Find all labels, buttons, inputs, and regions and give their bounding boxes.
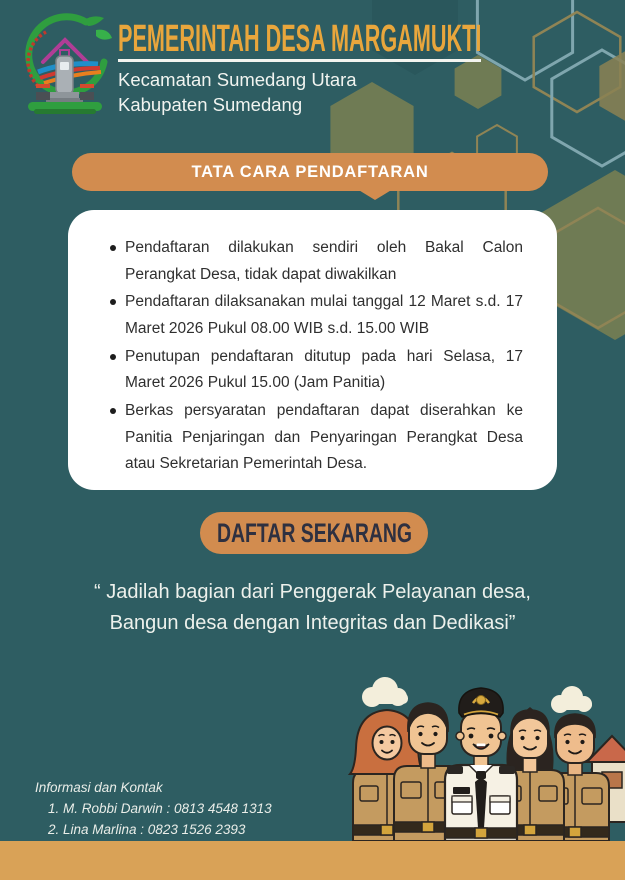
page-title-text: PEMERINTAH DESA MARGAMUKTI [118, 18, 482, 60]
header-subtitle [118, 68, 625, 118]
village-officials-illustration-icon [340, 670, 625, 841]
registration-rule-item: Pendaftaran dilaksanakan mulai tanggal 12 Maret s.d. 17 Maret 2026 Pukul 08.00 WIB s.d. 15.00 WIB [108, 289, 523, 342]
contact-info [35, 778, 272, 841]
register-now-button[interactable] [200, 512, 428, 554]
contact-item: 1. M. Robbi Darwin : 0813 4548 1313 [48, 800, 272, 816]
page-title [118, 20, 625, 58]
contact-item: 2. Lina Marlina : 0823 1526 2393 [48, 821, 246, 837]
register-now-label: DAFTAR SEKARANG [216, 517, 412, 548]
registration-rule-item: Berkas persyaratan pendaftaran dapat diserahkan ke Panitia Penjaringan dan Penyaringan Perangkat Desa atau Sekretarian Pemerintah Desa. [108, 398, 523, 478]
quote-line-2: Bangun desa dengan Integritas dan Dedikasi” [109, 612, 516, 634]
section-banner [72, 153, 548, 191]
subtitle-line-1: Kecamatan Sumedang Utara [118, 69, 357, 90]
registration-rules-card [68, 210, 557, 490]
registration-rules-list [108, 235, 523, 478]
header [118, 20, 625, 118]
village-logo-icon [16, 10, 114, 116]
footer-bar [0, 841, 625, 880]
registration-rule-item: Penutupan pendaftaran ditutup pada hari Selasa, 17 Maret 2026 Pukul 15.00 (Jam Panitia) [108, 344, 523, 397]
contact-items [48, 799, 272, 841]
motivational-quote [0, 577, 625, 639]
quote-line-1: “ Jadilah bagian dari Penggerak Pelayanan desa, [94, 581, 531, 603]
registration-rule-item: Pendaftaran dilakukan sendiri oleh Bakal Calon Perangkat Desa, tidak dapat diwakilkan [108, 235, 523, 288]
subtitle-line-2: Kabupaten Sumedang [118, 93, 303, 115]
section-banner-label: TATA CARA PENDAFTARAN [191, 162, 429, 181]
contact-heading: Informasi dan Kontak [35, 780, 163, 795]
